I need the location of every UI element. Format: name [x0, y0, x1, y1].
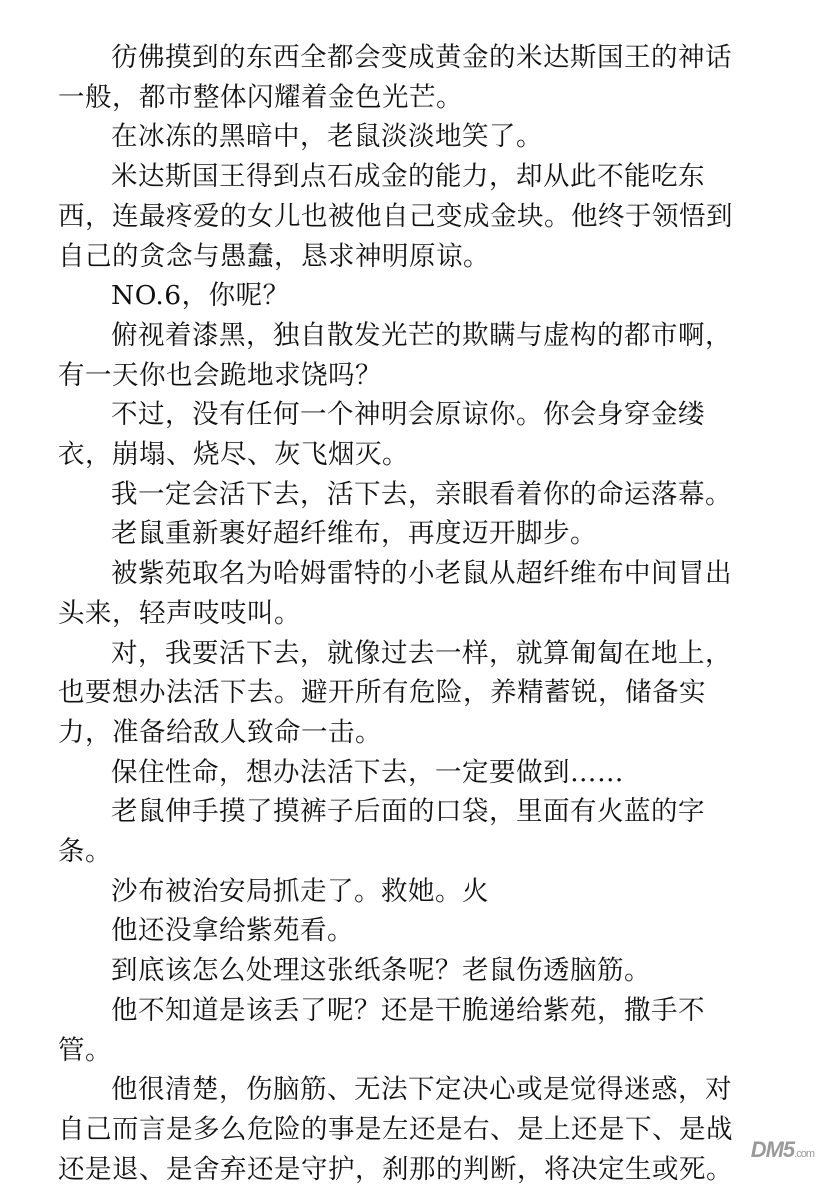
paragraph: 被紫苑取名为哈姆雷特的小老鼠从超纤维布中间冒出头来，轻声吱吱叫。: [58, 558, 732, 629]
paragraph: 他还没拿给紫苑看。: [111, 915, 354, 947]
paragraph: 俯视着漆黑，独自散发光芒的欺瞒与虚构的都市啊，有一天你也会跪地求饶吗？: [58, 319, 732, 391]
paragraph: 米达斯国王得到点石成金的能力，却从此不能吃东西，连最疼爱的女儿也被他自己变成金块。他终于领悟到自己的贪念与愚蠢，恳求神明原谅。: [58, 161, 733, 272]
paragraph: 我一定会活下去，活下去，亲眼看着你的命运落幕。: [111, 478, 732, 510]
watermark-main: DM5: [750, 1137, 795, 1162]
paragraph: 在冰冻的黑暗中，老鼠淡淡地笑了。: [111, 121, 543, 153]
paragraph: 彷佛摸到的东西全都会变成黄金的米达斯国王的神话一般，都市整体闪耀着金色光芒。: [58, 42, 732, 113]
paragraph: 到底该怎么处理这张纸条呢？老鼠伤透脑筋。: [111, 955, 651, 987]
watermark-suffix: .com: [794, 1148, 814, 1160]
watermark-logo: [751, 1137, 814, 1163]
paragraph: NO.6，你呢？: [111, 280, 290, 312]
paragraph: 老鼠伸手摸了摸裤子后面的口袋，里面有火蓝的字条。: [58, 796, 705, 868]
paragraph: 他很清楚，伤脑筋、无法下定决心或是觉得迷惑，对自己而言是多么危险的事是左还是右、是上还是下、是战还是退、是舍弃还是守护，刹那的判断，将决定生或死。: [58, 1074, 733, 1185]
paragraph: 不过，没有任何一个神明会原谅你。你会身穿金缕衣，崩塌、烧尽、灰飞烟灭。: [58, 399, 705, 471]
document-body: [58, 38, 758, 1189]
paragraph: 老鼠重新裹好超纤维布，再度迈开脚步。: [111, 518, 597, 550]
paragraph: 对，我要活下去，就像过去一样，就算匍匐在地上，也要想办法活下去。避开所有危险，养精蓄锐，储备实力，准备给敌人致命一击。: [58, 637, 732, 748]
paragraph: 沙布被治安局抓走了。救她。火: [111, 875, 489, 907]
paragraph: 保住性命，想办法活下去，一定要做到……: [111, 756, 624, 788]
paragraph: 他不知道是该丢了呢？还是干脆递给紫苑，撒手不管。: [58, 994, 705, 1066]
